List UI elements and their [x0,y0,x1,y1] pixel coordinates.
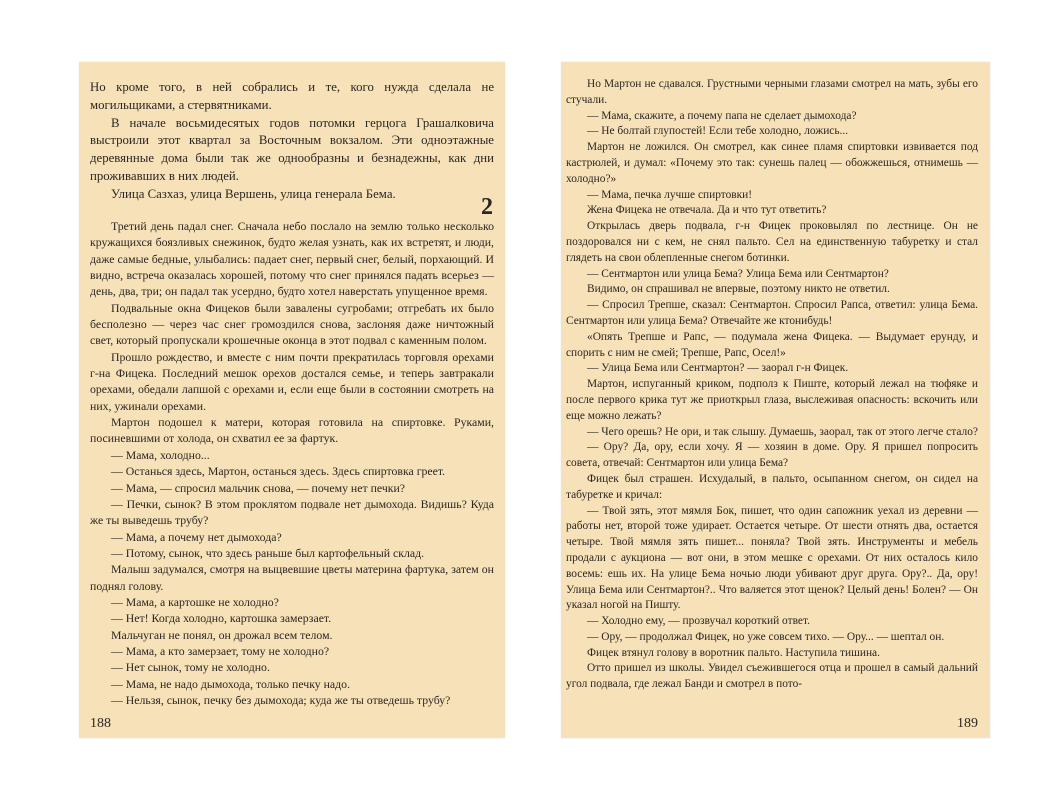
paragraph: Малыш задумался, смотря на выцвевшие цветы материна фартука, затем он поднял голову. [90,562,494,593]
paragraph: Отто пришел из школы. Увидел съежившегося отца и прошел в самый дальний угол подвала, где лежал Банди и смотрел в пото- [566,662,978,691]
paragraph: Подвальные окна Фицеков были завалены сугробами; отгребать их было бесполезно — через час снег громоздился снова, заслоняя даже ничтожный свет, который пропускали крошечные оконца в этот подвал с каменным полом. [90,300,494,348]
paragraph: — Не болтай глупостей! Если тебе холодно, ложись... [587,125,849,138]
paragraph: Мартон не ложился. Он смотрел, как синее пламя спиртовки извивается под кастрюлей, и думал: «Почему это так: сунешь палец — обожжешься, отнимешь — холодно?» [566,141,978,185]
left-page [79,62,505,738]
paragraph: — Мама, холодно... [111,447,210,462]
paragraph: — Твой зять, этот мямля Бок, пишет, что один сапожник уехал из деревни — работы нет, второй тоже удирает. Остается четыре. От шести отнять два, остается четыре. Твой мямля зять пишет... поняла? Твой зять. Инструменты и мебель продали с аукциона — вот они, в этом мешке с орехами. От них осталось кило восемь: ешь их. На улице Бема ночью люди убивают друг друга. Ору?.. Да, ору! Улица Бема или Сентмартон?.. Что валяется этот щенок? Целый день! Болен? — Он указал ногой на Пишту. [566,504,978,612]
left-section-1 [90,79,494,203]
paragraph: Но Мартон не сдавался. Грустными черными глазами смотрел на мать, зубы его стучали. [566,78,978,106]
paragraph: — Мама, а почему нет дымохода? [111,529,282,544]
paragraph: Но кроме того, в ней собрались и те, кого нужда сделала не могильщиками, а стервятниками. [90,80,494,112]
paragraph: В начале восьмидесятых годов потомки герцога Грашалковича выстроили этот квартал за Восточным вокзалом. Эти одноэтажные деревянные дома были так же однообразны и безнадежны, как дни проживавших в них людей. [90,115,494,183]
paragraph: — Нет сынок, тому не холодно. [111,660,270,675]
paragraph: Мальчуган не понял, он дрожал всем телом. [111,627,333,642]
right-page-number: 189 [957,716,978,731]
left-section-2 [90,218,494,708]
paragraph: — Нельзя, сынок, печку без дымохода; куда же ты отведешь трубу? [111,692,451,707]
paragraph: — Улица Бема или Сентмартон? — заорал г-н Фицек. [587,362,849,375]
paragraph: — Чего орешь? Не ори, и так слышу. Думаешь, заорал, так от этого легче стало? [587,425,978,438]
paragraph: Улица Сазхаз, улица Вершень, улица генерала Бема. [111,186,396,201]
paragraph: — Холодно ему, — прозвучал короткий ответ. [587,615,810,628]
paragraph: Видимо, он спрашивал не впервые, поэтому никто не ответил. [587,283,890,296]
paragraph: — Печки, сынок? В этом проклятом подвале нет дымохода. Видишь? Куда же ты выведешь трубу? [90,496,494,528]
left-page-number: 188 [90,716,111,731]
right-page [561,62,990,738]
paragraph: Фицек втянул голову в воротник пальто. Наступила тишина. [587,646,880,659]
paragraph: — Спросил Трепше, сказал: Сентмартон. Спросил Рапса, ответил: улица Бема. Сентмартон или улица Бема? Отвечайте же ктонибудь! [566,299,978,327]
paragraph: Фицек был страшен. Исхудалый, в пальто, осыпанном снегом, он сидел на табуретке и кричал: [566,472,978,501]
paragraph: — Нет! Когда холодно, картошка замерзает. [111,611,332,626]
paragraph: Третий день падал снег. Сначала небо послало на землю только несколько кружащихся боязливых снежинок, будто желая узнать, как их встретят, и люди, даже самые бедные, улыбались: падает снег, первый снег, белый, порхающий. И видно, встреча оказалась хорошей, потому что снег принялся падать всерьез — день, два, три; он падал так усердно, будто хотел наверстать упущенное время. [90,219,494,299]
paragraph: — Потому, сынок, что здесь раньше был картофельный склад. [111,545,425,560]
paragraph: — Мама, а картошке не холодно? [111,594,279,609]
paragraph: — Мама, — спросил мальчик снова, — почему нет печки? [111,480,406,495]
paragraph: — Ору, — продолжал Фицек, но уже совсем тихо. — Ору... — шептал он. [587,630,945,643]
paragraph: — Мама, не надо дымохода, только печку надо. [111,676,351,691]
paragraph: — Мама, а кто замерзает, тому не холодно? [111,643,330,658]
paragraph: Жена Фицека не отвечала. Да и что тут ответить? [587,204,827,217]
paragraph: — Останься здесь, Мартон, останься здесь. Здесь спиртовка греет. [111,464,446,479]
chapter-number: 2 [481,194,493,220]
paragraph: Мартон, испуганный криком, подполз к Пиште, который лежал на тюфяке и после первого крика тут же приоткрыл глаза, выслеживая опасность: вскочить или еще можно лежать? [566,378,978,422]
paragraph: Прошло рождество, и вместе с ним почти прекратилась торговля орехами г-на Фицека. Последний мешок орехов достался семье, и теперь завтракали орехами, обедали лапшой с орехами и, если еще были в состоянии смотреть на них, ужинали орехами. [90,349,494,413]
paragraph: «Опять Трепше и Рапс, — подумала жена Фицека. — Выдумает ерунду, и спорить с ним не смей; Трепше, Рапс, Осел!» [566,330,978,359]
right-text-column [566,77,978,693]
paragraph: Открылась дверь подвала, г-н Фицек проковылял по лестнице. Он не поздоровался ни с кем, не снял пальто. Сел на единственную табуретку и стал глядеть на свои облепленные снегом ботинки. [566,220,978,264]
paragraph: — Мама, скажите, а почему папа не сделает дымохода? [587,109,857,122]
paragraph: Мартон подошел к матери, которая готовила на спиртовке. Руками, посиневшими от холода, он схватил ее за фартук. [90,415,494,446]
paragraph: — Мама, печка лучше спиртовки! [587,188,753,201]
paragraph: — Ору? Да, ору, если хочу. Я — хозяин в доме. Ору. Я пришел попросить совета, отвечай: Сентмартон или улица Бема? [566,441,978,470]
paragraph: — Сентмартон или улица Бема? Улица Бема или Сентмартон? [587,267,889,280]
